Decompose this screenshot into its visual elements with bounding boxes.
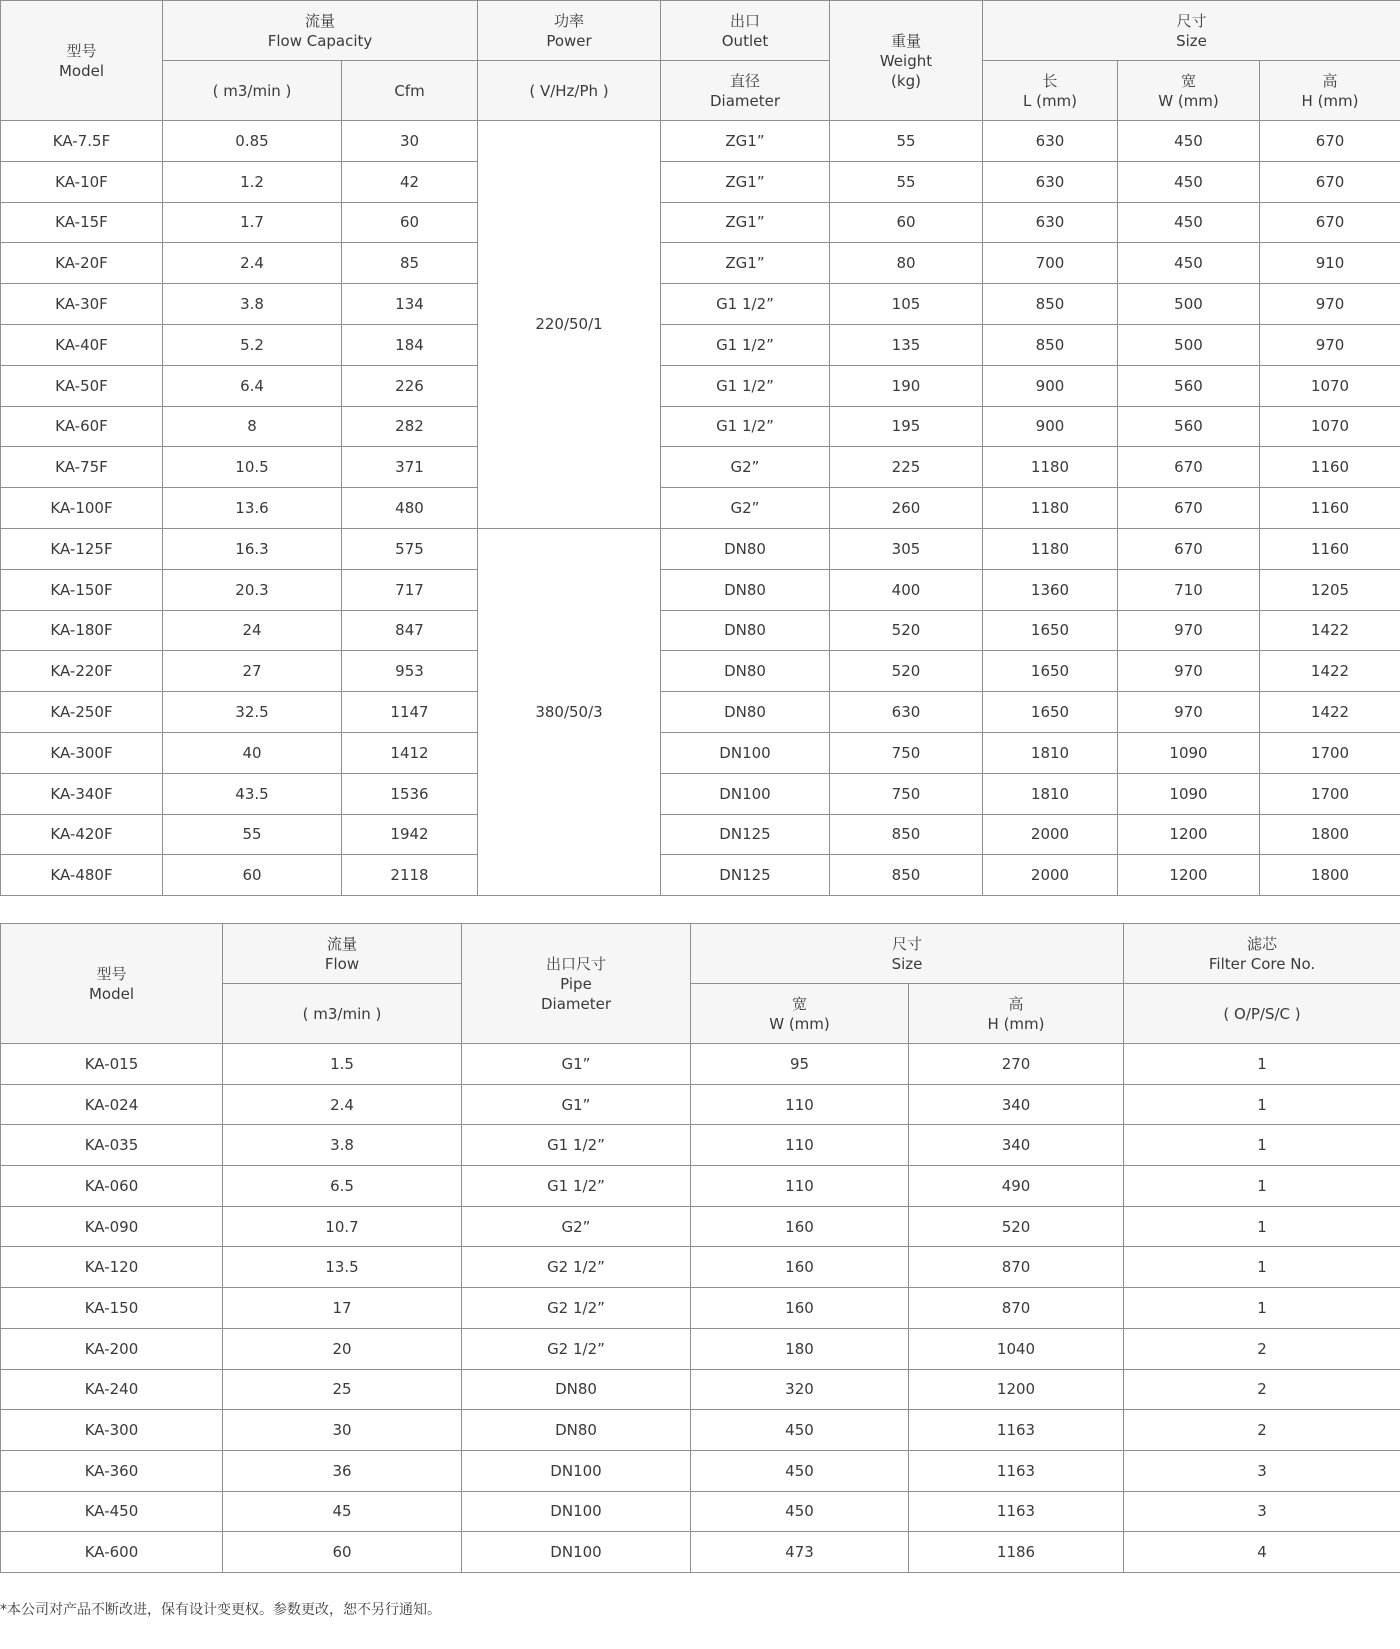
height-cell: 1040: [909, 1328, 1124, 1369]
table-row: [1, 1369, 1400, 1410]
width-cell: 450: [1118, 121, 1260, 162]
height-cell: 1160: [1260, 488, 1400, 529]
flow-m3min-cell: 43.5: [163, 773, 342, 814]
footnote: *本公司对产品不断改进，保有设计变更权。参数更改，恕不另行通知。: [0, 1602, 441, 1618]
model-cell: KA-20F: [1, 243, 163, 284]
table-body: [1, 1044, 1400, 1573]
flow-cfm-cell: 847: [342, 610, 478, 651]
width-cell: 560: [1118, 406, 1260, 447]
table-row: [1, 406, 1400, 447]
height-cell: 1160: [1260, 447, 1400, 488]
outlet-cell: G2”: [661, 447, 830, 488]
outlet-cell: ZG1”: [661, 121, 830, 162]
flow-cell: 1.5: [223, 1044, 462, 1085]
flow-cfm-cell: 953: [342, 651, 478, 692]
height-cell: 1163: [909, 1450, 1124, 1491]
header-outlet-diameter: 直径 Diameter: [661, 61, 830, 121]
filter-core-cell: 1: [1124, 1084, 1400, 1125]
width-cell: 110: [691, 1084, 909, 1125]
header-size: 尺寸 Size: [691, 924, 1124, 984]
header-flow-m3min: ( m3/min ): [163, 61, 342, 121]
table-row: [1, 1247, 1400, 1288]
weight-cell: 135: [830, 324, 983, 365]
height-cell: 1422: [1260, 610, 1400, 651]
height-cell: 910: [1260, 243, 1400, 284]
outlet-cell: G1 1/2”: [661, 324, 830, 365]
height-cell: 1800: [1260, 814, 1400, 855]
flow-cfm-cell: 480: [342, 488, 478, 529]
weight-cell: 630: [830, 692, 983, 733]
table-row: [1, 488, 1400, 529]
model-cell: KA-75F: [1, 447, 163, 488]
table-body: [1, 121, 1400, 896]
header-flow: 流量 Flow: [223, 924, 462, 984]
header-filter-unit: ( O/P/S/C ): [1124, 984, 1400, 1044]
weight-cell: 750: [830, 732, 983, 773]
flow-cfm-cell: 282: [342, 406, 478, 447]
flow-cell: 10.7: [223, 1206, 462, 1247]
pipe-diameter-cell: G1 1/2”: [462, 1166, 691, 1207]
weight-cell: 400: [830, 569, 983, 610]
table-row: [1, 284, 1400, 325]
flow-m3min-cell: 55: [163, 814, 342, 855]
length-cell: 630: [983, 202, 1118, 243]
flow-m3min-cell: 24: [163, 610, 342, 651]
table-row: [1, 1125, 1400, 1166]
model-cell: KA-7.5F: [1, 121, 163, 162]
outlet-cell: G1 1/2”: [661, 365, 830, 406]
length-cell: 900: [983, 365, 1118, 406]
flow-cfm-cell: 42: [342, 161, 478, 202]
width-cell: 500: [1118, 324, 1260, 365]
table-row: [1, 569, 1400, 610]
outlet-cell: DN80: [661, 610, 830, 651]
model-cell: KA-200: [1, 1328, 223, 1369]
header-power: 功率 Power: [478, 1, 661, 61]
pipe-diameter-cell: G1”: [462, 1084, 691, 1125]
table-row: [1, 1166, 1400, 1207]
outlet-cell: DN80: [661, 569, 830, 610]
filter-core-cell: 3: [1124, 1491, 1400, 1532]
width-cell: 1200: [1118, 814, 1260, 855]
weight-cell: 195: [830, 406, 983, 447]
power-cell: 220/50/1: [478, 121, 661, 529]
width-cell: 450: [1118, 202, 1260, 243]
weight-cell: 105: [830, 284, 983, 325]
width-cell: 110: [691, 1166, 909, 1207]
table-row: [1, 1410, 1400, 1451]
filter-core-cell: 1: [1124, 1044, 1400, 1085]
height-cell: 1205: [1260, 569, 1400, 610]
pipe-diameter-cell: DN100: [462, 1491, 691, 1532]
weight-cell: 60: [830, 202, 983, 243]
model-cell: KA-015: [1, 1044, 223, 1085]
table-row: [1, 1328, 1400, 1369]
flow-cell: 25: [223, 1369, 462, 1410]
width-cell: 450: [1118, 161, 1260, 202]
flow-cfm-cell: 717: [342, 569, 478, 610]
weight-cell: 260: [830, 488, 983, 529]
height-cell: 1700: [1260, 773, 1400, 814]
width-cell: 670: [1118, 528, 1260, 569]
length-cell: 1650: [983, 610, 1118, 651]
filter-core-cell: 2: [1124, 1328, 1400, 1369]
weight-cell: 55: [830, 121, 983, 162]
model-cell: KA-035: [1, 1125, 223, 1166]
filter-core-cell: 2: [1124, 1410, 1400, 1451]
flow-cfm-cell: 1942: [342, 814, 478, 855]
model-cell: KA-480F: [1, 855, 163, 896]
flow-m3min-cell: 60: [163, 855, 342, 896]
model-cell: KA-150F: [1, 569, 163, 610]
width-cell: 970: [1118, 610, 1260, 651]
width-cell: 160: [691, 1206, 909, 1247]
length-cell: 2000: [983, 814, 1118, 855]
table-header: [1, 924, 1400, 1044]
height-cell: 1422: [1260, 651, 1400, 692]
table-row: [1, 732, 1400, 773]
width-cell: 450: [691, 1450, 909, 1491]
outlet-cell: ZG1”: [661, 243, 830, 284]
flow-cell: 60: [223, 1532, 462, 1573]
height-cell: 970: [1260, 324, 1400, 365]
model-cell: KA-220F: [1, 651, 163, 692]
model-cell: KA-600: [1, 1532, 223, 1573]
width-cell: 450: [1118, 243, 1260, 284]
flow-cfm-cell: 575: [342, 528, 478, 569]
flow-cfm-cell: 1147: [342, 692, 478, 733]
height-cell: 1163: [909, 1491, 1124, 1532]
header-filter-core: 滤芯 Filter Core No.: [1124, 924, 1400, 984]
table-header: [1, 1, 1400, 121]
height-cell: 270: [909, 1044, 1124, 1085]
height-cell: 1422: [1260, 692, 1400, 733]
pipe-diameter-cell: G2”: [462, 1206, 691, 1247]
model-cell: KA-420F: [1, 814, 163, 855]
flow-cell: 36: [223, 1450, 462, 1491]
model-cell: KA-024: [1, 1084, 223, 1125]
model-cell: KA-060: [1, 1166, 223, 1207]
filter-core-cell: 1: [1124, 1206, 1400, 1247]
width-cell: 180: [691, 1328, 909, 1369]
flow-cfm-cell: 184: [342, 324, 478, 365]
table-row: [1, 773, 1400, 814]
height-cell: 670: [1260, 121, 1400, 162]
weight-cell: 55: [830, 161, 983, 202]
outlet-cell: DN80: [661, 692, 830, 733]
flow-cell: 17: [223, 1288, 462, 1329]
model-cell: KA-250F: [1, 692, 163, 733]
table-row: [1, 447, 1400, 488]
model-cell: KA-090: [1, 1206, 223, 1247]
outlet-cell: ZG1”: [661, 161, 830, 202]
flow-m3min-cell: 0.85: [163, 121, 342, 162]
length-cell: 900: [983, 406, 1118, 447]
height-cell: 1200: [909, 1369, 1124, 1410]
height-cell: 1160: [1260, 528, 1400, 569]
table-row: [1, 528, 1400, 569]
flow-cfm-cell: 371: [342, 447, 478, 488]
outlet-cell: DN125: [661, 814, 830, 855]
flow-m3min-cell: 40: [163, 732, 342, 773]
width-cell: 450: [691, 1410, 909, 1451]
flow-cell: 13.5: [223, 1247, 462, 1288]
table-row: [1, 1450, 1400, 1491]
table-row: [1, 1206, 1400, 1247]
length-cell: 1180: [983, 488, 1118, 529]
height-cell: 1070: [1260, 365, 1400, 406]
model-cell: KA-340F: [1, 773, 163, 814]
table-row: [1, 1044, 1400, 1085]
length-cell: 1810: [983, 773, 1118, 814]
model-cell: KA-450: [1, 1491, 223, 1532]
width-cell: 473: [691, 1532, 909, 1573]
pipe-diameter-cell: DN100: [462, 1450, 691, 1491]
power-cell: 380/50/3: [478, 528, 661, 895]
weight-cell: 750: [830, 773, 983, 814]
header-power-unit: ( V/Hz/Ph ): [478, 61, 661, 121]
table-row: [1, 243, 1400, 284]
flow-cell: 3.8: [223, 1125, 462, 1166]
model-cell: KA-180F: [1, 610, 163, 651]
table-row: [1, 1491, 1400, 1532]
height-cell: 520: [909, 1206, 1124, 1247]
flow-cell: 30: [223, 1410, 462, 1451]
length-cell: 1360: [983, 569, 1118, 610]
height-cell: 340: [909, 1084, 1124, 1125]
length-cell: 1180: [983, 528, 1118, 569]
header-height: 高 H (mm): [1260, 61, 1400, 121]
pipe-diameter-cell: DN100: [462, 1532, 691, 1573]
width-cell: 710: [1118, 569, 1260, 610]
flow-cfm-cell: 30: [342, 121, 478, 162]
weight-cell: 305: [830, 528, 983, 569]
flow-m3min-cell: 2.4: [163, 243, 342, 284]
filter-core-cell: 2: [1124, 1369, 1400, 1410]
flow-m3min-cell: 1.7: [163, 202, 342, 243]
header-flow-capacity: 流量 Flow Capacity: [163, 1, 478, 61]
flow-m3min-cell: 20.3: [163, 569, 342, 610]
width-cell: 160: [691, 1288, 909, 1329]
flow-m3min-cell: 1.2: [163, 161, 342, 202]
pipe-diameter-cell: G2 1/2”: [462, 1328, 691, 1369]
filter-core-cell: 1: [1124, 1125, 1400, 1166]
outlet-cell: G2”: [661, 488, 830, 529]
width-cell: 1090: [1118, 773, 1260, 814]
outlet-cell: DN125: [661, 855, 830, 896]
table-row: [1, 814, 1400, 855]
flow-cell: 6.5: [223, 1166, 462, 1207]
table-row: [1, 324, 1400, 365]
model-cell: KA-360: [1, 1450, 223, 1491]
table-row: [1, 161, 1400, 202]
height-cell: 970: [1260, 284, 1400, 325]
width-cell: 95: [691, 1044, 909, 1085]
flow-cfm-cell: 60: [342, 202, 478, 243]
table-row: [1, 121, 1400, 162]
width-cell: 320: [691, 1369, 909, 1410]
flow-m3min-cell: 13.6: [163, 488, 342, 529]
flow-m3min-cell: 16.3: [163, 528, 342, 569]
header-width: 宽 W (mm): [1118, 61, 1260, 121]
length-cell: 630: [983, 121, 1118, 162]
width-cell: 970: [1118, 651, 1260, 692]
length-cell: 630: [983, 161, 1118, 202]
pipe-diameter-cell: G1”: [462, 1044, 691, 1085]
length-cell: 1180: [983, 447, 1118, 488]
pipe-diameter-cell: G2 1/2”: [462, 1247, 691, 1288]
pipe-diameter-cell: G2 1/2”: [462, 1288, 691, 1329]
weight-cell: 520: [830, 610, 983, 651]
width-cell: 160: [691, 1247, 909, 1288]
table-row: [1, 365, 1400, 406]
table-row: [1, 855, 1400, 896]
flow-cfm-cell: 1412: [342, 732, 478, 773]
length-cell: 850: [983, 284, 1118, 325]
table-row: [1, 1084, 1400, 1125]
header-model: 型号 Model: [1, 1, 163, 121]
header-size: 尺寸 Size: [983, 1, 1400, 61]
flow-m3min-cell: 10.5: [163, 447, 342, 488]
width-cell: 1090: [1118, 732, 1260, 773]
flow-m3min-cell: 8: [163, 406, 342, 447]
flow-m3min-cell: 32.5: [163, 692, 342, 733]
height-cell: 1163: [909, 1410, 1124, 1451]
model-cell: KA-15F: [1, 202, 163, 243]
flow-cell: 2.4: [223, 1084, 462, 1125]
pipe-diameter-cell: G1 1/2”: [462, 1125, 691, 1166]
header-flow-unit: ( m3/min ): [223, 984, 462, 1044]
header-width: 宽 W (mm): [691, 984, 909, 1044]
outlet-cell: DN80: [661, 528, 830, 569]
width-cell: 110: [691, 1125, 909, 1166]
header-height: 高 H (mm): [909, 984, 1124, 1044]
width-cell: 670: [1118, 447, 1260, 488]
header-model: 型号 Model: [1, 924, 223, 1044]
width-cell: 1200: [1118, 855, 1260, 896]
weight-cell: 225: [830, 447, 983, 488]
height-cell: 1700: [1260, 732, 1400, 773]
model-cell: KA-125F: [1, 528, 163, 569]
length-cell: 700: [983, 243, 1118, 284]
pipe-diameter-cell: DN80: [462, 1369, 691, 1410]
flow-m3min-cell: 27: [163, 651, 342, 692]
filter-core-cell: 4: [1124, 1532, 1400, 1573]
header-pipe-diameter: 出口尺寸 Pipe Diameter: [462, 924, 691, 1044]
header-weight: 重量 Weight (kg): [830, 1, 983, 121]
model-cell: KA-120: [1, 1247, 223, 1288]
filter-core-cell: 1: [1124, 1166, 1400, 1207]
width-cell: 450: [691, 1491, 909, 1532]
width-cell: 560: [1118, 365, 1260, 406]
outlet-cell: ZG1”: [661, 202, 830, 243]
flow-m3min-cell: 5.2: [163, 324, 342, 365]
length-cell: 1650: [983, 692, 1118, 733]
height-cell: 490: [909, 1166, 1124, 1207]
weight-cell: 850: [830, 814, 983, 855]
model-cell: KA-30F: [1, 284, 163, 325]
table-row: [1, 1532, 1400, 1573]
model-cell: KA-300F: [1, 732, 163, 773]
outlet-cell: DN100: [661, 773, 830, 814]
flow-cell: 20: [223, 1328, 462, 1369]
height-cell: 340: [909, 1125, 1124, 1166]
outlet-cell: DN80: [661, 651, 830, 692]
filter-core-cell: 1: [1124, 1247, 1400, 1288]
filter-core-cell: 1: [1124, 1288, 1400, 1329]
table-row: [1, 692, 1400, 733]
table-row: [1, 610, 1400, 651]
width-cell: 670: [1118, 488, 1260, 529]
flow-cfm-cell: 226: [342, 365, 478, 406]
height-cell: 1186: [909, 1532, 1124, 1573]
weight-cell: 520: [830, 651, 983, 692]
flow-cfm-cell: 1536: [342, 773, 478, 814]
outlet-cell: DN100: [661, 732, 830, 773]
header-outlet: 出口 Outlet: [661, 1, 830, 61]
header-length: 长 L (mm): [983, 61, 1118, 121]
filter-core-cell: 3: [1124, 1450, 1400, 1491]
model-cell: KA-300: [1, 1410, 223, 1451]
flow-cfm-cell: 2118: [342, 855, 478, 896]
length-cell: 1810: [983, 732, 1118, 773]
height-cell: 1070: [1260, 406, 1400, 447]
height-cell: 870: [909, 1288, 1124, 1329]
model-cell: KA-150: [1, 1288, 223, 1329]
height-cell: 1800: [1260, 855, 1400, 896]
flow-m3min-cell: 3.8: [163, 284, 342, 325]
model-cell: KA-10F: [1, 161, 163, 202]
weight-cell: 850: [830, 855, 983, 896]
length-cell: 1650: [983, 651, 1118, 692]
height-cell: 670: [1260, 161, 1400, 202]
weight-cell: 190: [830, 365, 983, 406]
table-row: [1, 202, 1400, 243]
flow-cfm-cell: 85: [342, 243, 478, 284]
flow-cfm-cell: 134: [342, 284, 478, 325]
length-cell: 850: [983, 324, 1118, 365]
table-row: [1, 1288, 1400, 1329]
spec-table-filters: [0, 923, 1400, 1573]
weight-cell: 80: [830, 243, 983, 284]
pipe-diameter-cell: DN80: [462, 1410, 691, 1451]
model-cell: KA-50F: [1, 365, 163, 406]
model-cell: KA-240: [1, 1369, 223, 1410]
model-cell: KA-40F: [1, 324, 163, 365]
height-cell: 870: [909, 1247, 1124, 1288]
header-flow-cfm: Cfm: [342, 61, 478, 121]
table-row: [1, 651, 1400, 692]
width-cell: 500: [1118, 284, 1260, 325]
outlet-cell: G1 1/2”: [661, 406, 830, 447]
model-cell: KA-100F: [1, 488, 163, 529]
flow-m3min-cell: 6.4: [163, 365, 342, 406]
flow-cell: 45: [223, 1491, 462, 1532]
width-cell: 970: [1118, 692, 1260, 733]
model-cell: KA-60F: [1, 406, 163, 447]
height-cell: 670: [1260, 202, 1400, 243]
outlet-cell: G1 1/2”: [661, 284, 830, 325]
length-cell: 2000: [983, 855, 1118, 896]
